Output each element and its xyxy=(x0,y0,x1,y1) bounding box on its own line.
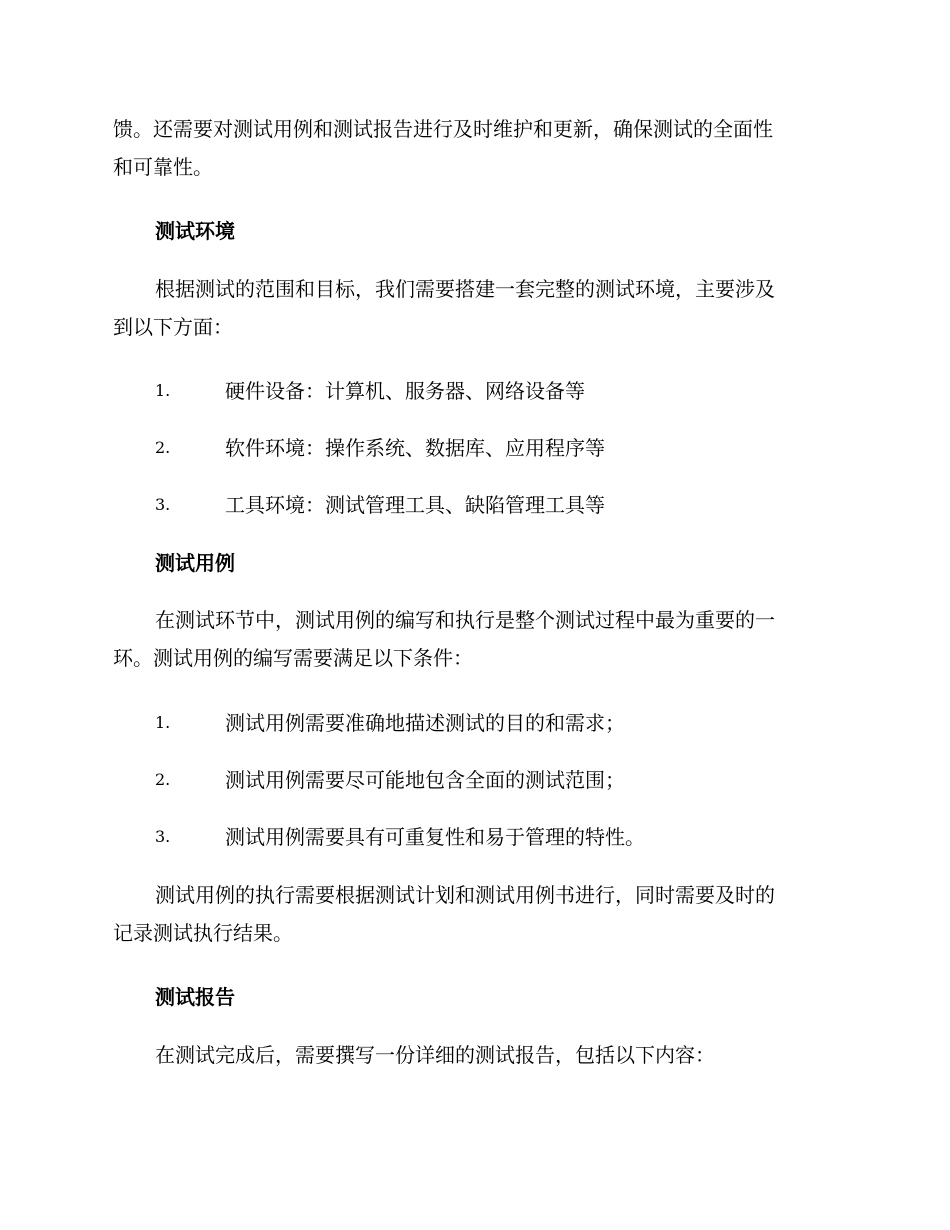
paragraph-line: 和可靠性。 xyxy=(113,155,213,179)
list-text: 工具环境：测试管理工具、缺陷管理工具等 xyxy=(225,493,605,517)
test-cases-paragraph xyxy=(113,601,835,677)
list-item xyxy=(155,490,835,520)
list-number: 3. xyxy=(155,495,171,514)
list-number: 3. xyxy=(155,827,171,846)
list-number: 2. xyxy=(155,770,171,789)
section-heading-environment: 测试环境 xyxy=(155,219,235,243)
test-report-paragraph xyxy=(113,1036,835,1074)
list-text: 测试用例需要具有可重复性和易于管理的特性。 xyxy=(225,825,645,849)
section-heading-test-report: 测试报告 xyxy=(155,985,235,1009)
list-item xyxy=(155,822,835,852)
list-number: 2. xyxy=(155,438,171,457)
list-text: 测试用例需要准确地描述测试的目的和需求； xyxy=(225,711,625,735)
intro-paragraph xyxy=(113,110,835,186)
paragraph-line: 测试用例的执行需要根据测试计划和测试用例书进行，同时需要及时的 xyxy=(155,883,775,907)
paragraph-line: 记录测试执行结果。 xyxy=(113,921,293,945)
list-item xyxy=(155,376,835,406)
list-item xyxy=(155,708,835,738)
list-text: 测试用例需要尽可能地包含全面的测试范围； xyxy=(225,768,625,792)
list-number: 1. xyxy=(155,713,171,732)
paragraph-line: 根据测试的范围和目标，我们需要搭建一套完整的测试环境，主要涉及 xyxy=(155,277,775,301)
list-text: 硬件设备：计算机、服务器、网络设备等 xyxy=(225,379,585,403)
list-item xyxy=(155,765,835,795)
paragraph-line: 环。测试用例的编写需要满足以下条件： xyxy=(113,646,473,670)
paragraph-line: 到以下方面： xyxy=(113,315,233,339)
section-heading-test-cases: 测试用例 xyxy=(155,551,235,575)
paragraph-line: 在测试完成后，需要撰写一份详细的测试报告，包括以下内容： xyxy=(155,1043,715,1067)
paragraph-line: 馈。还需要对测试用例和测试报告进行及时维护和更新，确保测试的全面性 xyxy=(113,117,773,141)
environment-paragraph xyxy=(113,270,835,346)
paragraph-line: 在测试环节中，测试用例的编写和执行是整个测试过程中最为重要的一 xyxy=(155,608,775,632)
list-item xyxy=(155,433,835,463)
list-number: 1. xyxy=(155,381,171,400)
list-text: 软件环境：操作系统、数据库、应用程序等 xyxy=(225,436,605,460)
test-execution-paragraph xyxy=(113,876,835,952)
